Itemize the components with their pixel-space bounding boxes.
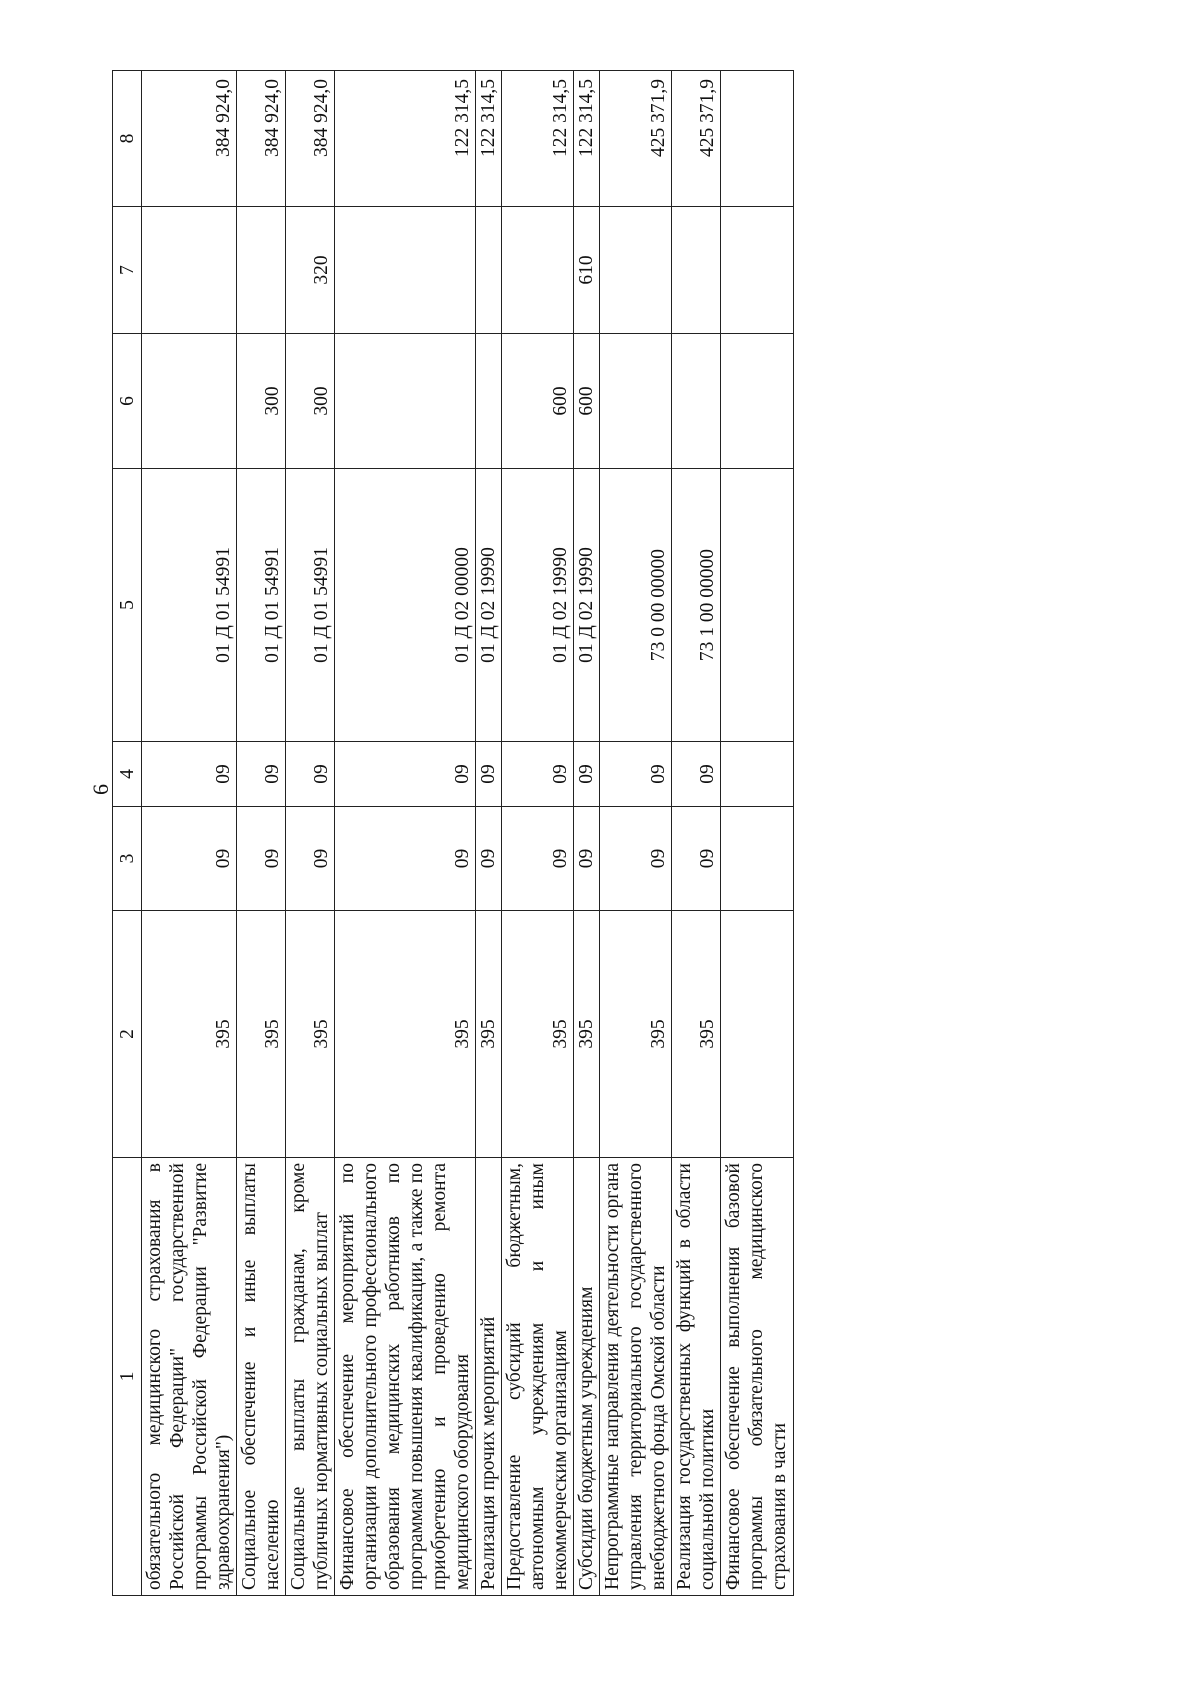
cell-amount: 122 314,5 xyxy=(476,71,502,207)
cell-section: 09 xyxy=(574,807,600,911)
cell-expense-group: 300 xyxy=(286,334,335,469)
cell-target-article: 01 Д 02 00000 xyxy=(335,469,476,742)
cell-admin-code: 395 xyxy=(142,911,237,1158)
cell-expense-subgroup xyxy=(142,207,237,334)
table-row xyxy=(237,71,286,1596)
cell-expense-group xyxy=(672,334,721,469)
row-name: Финансовое обеспечение мероприятий по организации дополнительного профессионального образования медицинских работников по программам повышения квалификации, а также по приобретению и проведению ремонта медицинского оборудования xyxy=(335,1158,476,1596)
cell-expense-group: 600 xyxy=(574,334,600,469)
row-name: Реализация государственных функций в области социальной политики xyxy=(672,1158,721,1596)
header-col-4: 4 xyxy=(113,742,142,807)
cell-subsection: 09 xyxy=(600,742,672,807)
cell-expense-subgroup xyxy=(335,207,476,334)
cell-admin-code: 395 xyxy=(237,911,286,1158)
cell-admin-code: 395 xyxy=(476,911,502,1158)
table-row xyxy=(286,71,335,1596)
cell-expense-group xyxy=(721,334,794,469)
cell-amount: 425 371,9 xyxy=(672,71,721,207)
cell-expense-group: 300 xyxy=(237,334,286,469)
cell-amount: 122 314,5 xyxy=(574,71,600,207)
cell-admin-code: 395 xyxy=(600,911,672,1158)
cell-target-article: 01 Д 01 54991 xyxy=(237,469,286,742)
cell-target-article: 73 0 00 00000 xyxy=(600,469,672,742)
cell-subsection: 09 xyxy=(286,742,335,807)
row-name: Социальное обеспечение и иные выплаты населению xyxy=(237,1158,286,1596)
row-name: Финансовое обеспечение выполнения базовой программы обязательного медицинского страхования в части xyxy=(721,1158,794,1596)
cell-admin-code: 395 xyxy=(335,911,476,1158)
cell-amount: 425 371,9 xyxy=(600,71,672,207)
cell-expense-group: 600 xyxy=(502,334,574,469)
cell-subsection: 09 xyxy=(476,742,502,807)
cell-admin-code: 395 xyxy=(672,911,721,1158)
table-row xyxy=(142,71,237,1596)
cell-expense-subgroup xyxy=(672,207,721,334)
header-col-6: 6 xyxy=(113,334,142,469)
cell-target-article xyxy=(721,469,794,742)
cell-target-article: 73 1 00 00000 xyxy=(672,469,721,742)
cell-amount: 122 314,5 xyxy=(335,71,476,207)
cell-target-article: 01 Д 02 19990 xyxy=(502,469,574,742)
row-name: Социальные выплаты гражданам, кроме публичных нормативных социальных выплат xyxy=(286,1158,335,1596)
header-col-1: 1 xyxy=(113,1158,142,1596)
cell-amount: 384 924,0 xyxy=(286,71,335,207)
cell-target-article: 01 Д 02 19990 xyxy=(476,469,502,742)
cell-section xyxy=(721,807,794,911)
cell-section: 09 xyxy=(286,807,335,911)
row-name: обязательного медицинского страхования в Российской Федерации" государственной программы Российской Федерации "Развитие здравоохранения") xyxy=(142,1158,237,1596)
table-row xyxy=(600,71,672,1596)
cell-section: 09 xyxy=(476,807,502,911)
cell-expense-subgroup xyxy=(600,207,672,334)
page-number: 6 xyxy=(88,784,113,795)
row-name: Реализация прочих мероприятий xyxy=(476,1158,502,1596)
cell-expense-subgroup xyxy=(502,207,574,334)
cell-admin-code: 395 xyxy=(286,911,335,1158)
header-col-5: 5 xyxy=(113,469,142,742)
cell-expense-subgroup: 610 xyxy=(574,207,600,334)
row-name: Предоставление субсидий бюджетным, автономным учреждениям и иным некоммерческим организациям xyxy=(502,1158,574,1596)
header-row xyxy=(113,71,142,1596)
cell-subsection xyxy=(721,742,794,807)
cell-subsection: 09 xyxy=(237,742,286,807)
cell-admin-code: 395 xyxy=(574,911,600,1158)
header-col-2: 2 xyxy=(113,911,142,1158)
cell-subsection: 09 xyxy=(502,742,574,807)
cell-expense-group xyxy=(142,334,237,469)
budget-table-container xyxy=(112,71,1060,1596)
cell-target-article: 01 Д 01 54991 xyxy=(286,469,335,742)
cell-amount xyxy=(721,71,794,207)
table-row xyxy=(574,71,600,1596)
table-row xyxy=(476,71,502,1596)
cell-expense-subgroup: 320 xyxy=(286,207,335,334)
table-row xyxy=(721,71,794,1596)
cell-expense-group xyxy=(335,334,476,469)
cell-section: 09 xyxy=(335,807,476,911)
cell-section: 09 xyxy=(142,807,237,911)
cell-admin-code: 395 xyxy=(502,911,574,1158)
cell-expense-subgroup xyxy=(237,207,286,334)
cell-expense-subgroup xyxy=(476,207,502,334)
header-col-7: 7 xyxy=(113,207,142,334)
header-col-8: 8 xyxy=(113,71,142,207)
row-name: Непрограммные направления деятельности органа управления территориального государственного внебюджетного фонда Омской области xyxy=(600,1158,672,1596)
cell-subsection: 09 xyxy=(672,742,721,807)
cell-expense-group xyxy=(476,334,502,469)
cell-section: 09 xyxy=(600,807,672,911)
cell-subsection: 09 xyxy=(574,742,600,807)
cell-section: 09 xyxy=(672,807,721,911)
table-row xyxy=(335,71,476,1596)
cell-subsection: 09 xyxy=(142,742,237,807)
cell-amount: 384 924,0 xyxy=(237,71,286,207)
budget-table xyxy=(112,70,794,1596)
cell-section: 09 xyxy=(502,807,574,911)
table-row xyxy=(502,71,574,1596)
row-name: Субсидии бюджетным учреждениям xyxy=(574,1158,600,1596)
cell-expense-subgroup xyxy=(721,207,794,334)
cell-admin-code xyxy=(721,911,794,1158)
header-col-3: 3 xyxy=(113,807,142,911)
cell-target-article: 01 Д 01 54991 xyxy=(142,469,237,742)
cell-amount: 122 314,5 xyxy=(502,71,574,207)
cell-subsection: 09 xyxy=(335,742,476,807)
cell-section: 09 xyxy=(237,807,286,911)
cell-expense-group xyxy=(600,334,672,469)
table-row xyxy=(672,71,721,1596)
cell-target-article: 01 Д 02 19990 xyxy=(574,469,600,742)
cell-amount: 384 924,0 xyxy=(142,71,237,207)
